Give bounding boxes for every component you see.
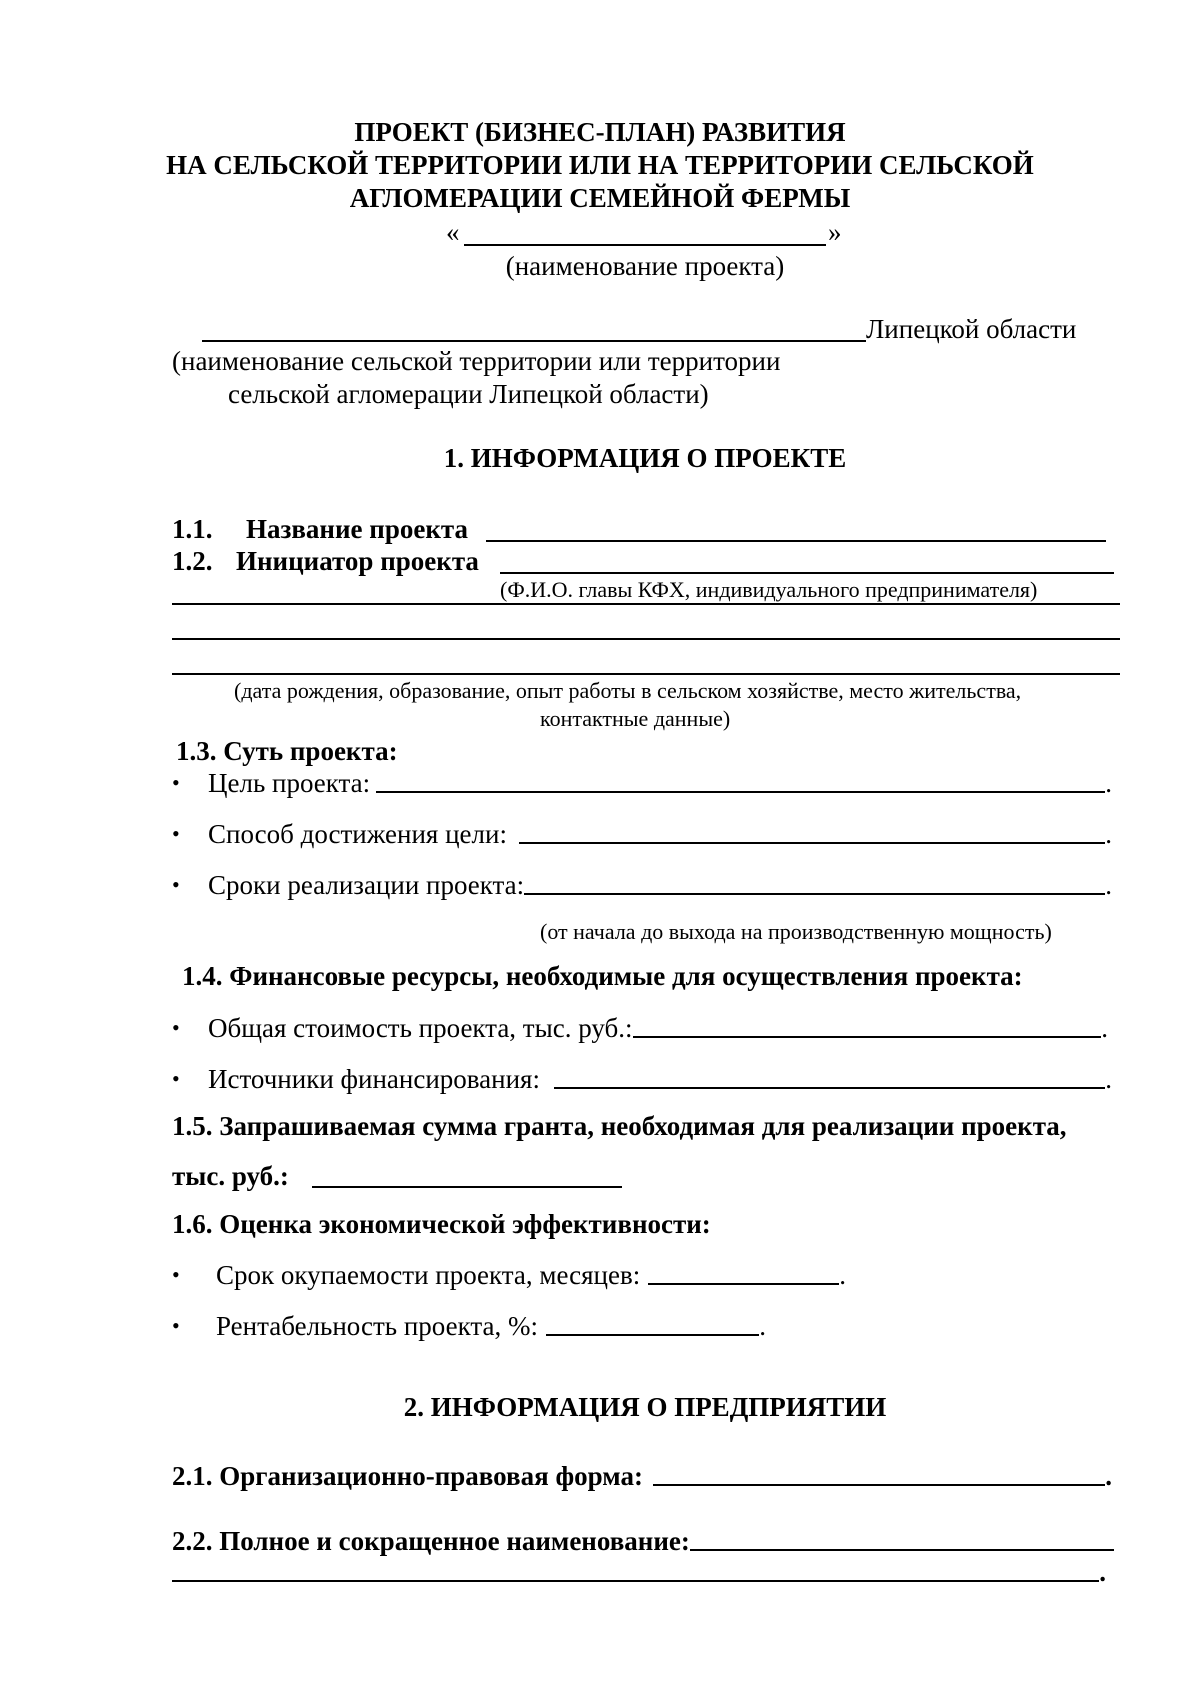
org-form-label: 2.1. Организационно-правовая форма: xyxy=(172,1461,643,1491)
territory-caption-line2: сельской агломерации Липецкой области) xyxy=(228,379,709,409)
item-1-5-heading-line2: тыс. руб.: xyxy=(172,1161,289,1191)
goal-row xyxy=(208,767,1112,799)
full-name-blank-2[interactable] xyxy=(172,1580,1099,1582)
quote-close: » xyxy=(828,217,842,247)
item-1-5-heading-line1: 1.5. Запрашиваемая сумма гранта, необходимая для реализации проекта, xyxy=(172,1111,1067,1141)
item-1-1-number: 1.1. xyxy=(172,514,213,544)
initiator-details-line-2[interactable] xyxy=(172,638,1120,640)
sources-label: Источники финансирования: xyxy=(208,1064,540,1094)
territory-blank[interactable] xyxy=(202,340,866,342)
initiator-caption: (Ф.И.О. главы КФХ, индивидуального предпринимателя) xyxy=(500,577,1038,602)
item-1-2-label: Инициатор проекта xyxy=(236,546,479,576)
terms-row xyxy=(208,869,1112,901)
method-blank[interactable] xyxy=(519,842,1105,844)
full-name-row-2 xyxy=(172,1556,1106,1588)
item-1-3-heading: 1.3. Суть проекта: xyxy=(176,736,398,766)
terms-label: Сроки реализации проекта: xyxy=(208,870,525,900)
details-caption-line1: (дата рождения, образование, опыт работы в сельском хозяйстве, место жительства, xyxy=(234,678,1022,703)
profitability-label: Рентабельность проекта, %: xyxy=(216,1311,538,1341)
method-label: Способ достижения цели: xyxy=(208,819,507,849)
total-cost-blank[interactable] xyxy=(633,1036,1102,1038)
bullet-icon: • xyxy=(172,821,180,846)
project-title-blank[interactable] xyxy=(486,540,1106,542)
quote-open: « xyxy=(446,217,460,247)
sources-row xyxy=(208,1063,1112,1095)
method-period: . xyxy=(1105,819,1112,849)
goal-label: Цель проекта: xyxy=(208,768,371,798)
item-1-2-number: 1.2. xyxy=(172,546,213,576)
payback-label: Срок окупаемости проекта, месяцев: xyxy=(216,1260,641,1290)
grant-sum-blank[interactable] xyxy=(312,1186,622,1188)
bullet-icon: • xyxy=(172,770,180,795)
total-cost-row xyxy=(208,1012,1108,1044)
payback-blank[interactable] xyxy=(648,1283,839,1285)
total-cost-label: Общая стоимость проекта, тыс. руб.: xyxy=(208,1013,633,1043)
item-1-6-heading: 1.6. Оценка экономической эффективности: xyxy=(172,1209,711,1239)
org-form-blank[interactable] xyxy=(653,1484,1105,1486)
item-1-4-heading: 1.4. Финансовые ресурсы, необходимые для осуществления проекта: xyxy=(182,961,1023,991)
project-name-caption: (наименование проекта) xyxy=(505,251,785,281)
payback-period: . xyxy=(839,1260,846,1290)
method-row xyxy=(208,818,1112,850)
document-title-line3: АГЛОМЕРАЦИИ СЕМЕЙНОЙ ФЕРМЫ xyxy=(349,183,851,213)
sources-period: . xyxy=(1105,1064,1112,1094)
territory-suffix: Липецкой области xyxy=(866,314,1077,344)
total-cost-period: . xyxy=(1101,1013,1108,1043)
initiator-blank[interactable] xyxy=(500,572,1114,574)
full-name-row xyxy=(172,1525,1114,1557)
document-title-line1: ПРОЕКТ (БИЗНЕС-ПЛАН) РАЗВИТИЯ xyxy=(354,117,846,147)
initiator-details-line-3[interactable] xyxy=(172,673,1120,675)
profitability-period: . xyxy=(759,1311,766,1341)
bullet-icon: • xyxy=(172,1262,180,1287)
territory-caption-line1: (наименование сельской территории или территории xyxy=(172,346,781,376)
details-caption-line2: контактные данные) xyxy=(540,706,731,731)
initiator-details-line-1[interactable] xyxy=(172,603,1120,605)
project-name-blank[interactable] xyxy=(464,244,826,246)
bullet-icon: • xyxy=(172,1066,180,1091)
document-title-line2: НА СЕЛЬСКОЙ ТЕРРИТОРИИ ИЛИ НА ТЕРРИТОРИИ СЕЛЬСКОЙ xyxy=(166,150,1034,180)
payback-row xyxy=(216,1259,846,1291)
org-form-period: . xyxy=(1105,1461,1112,1491)
profitability-blank[interactable] xyxy=(546,1334,759,1336)
item-1-1-label: Название проекта xyxy=(246,514,468,544)
bullet-icon: • xyxy=(172,872,180,897)
terms-blank[interactable] xyxy=(524,893,1105,895)
goal-blank[interactable] xyxy=(376,791,1105,793)
full-name-label: 2.2. Полное и сокращенное наименование: xyxy=(172,1526,690,1556)
full-name-blank[interactable] xyxy=(690,1549,1114,1551)
terms-period: . xyxy=(1105,870,1112,900)
goal-period: . xyxy=(1105,768,1112,798)
org-form-row xyxy=(172,1460,1112,1492)
profitability-row xyxy=(216,1310,766,1342)
bullet-icon: • xyxy=(172,1015,180,1040)
section1-heading: 1. ИНФОРМАЦИЯ О ПРОЕКТЕ xyxy=(443,443,847,473)
bullet-icon: • xyxy=(172,1313,180,1338)
section2-heading: 2. ИНФОРМАЦИЯ О ПРЕДПРИЯТИИ xyxy=(403,1392,887,1422)
full-name-period: . xyxy=(1099,1557,1106,1587)
terms-caption: (от начала до выхода на производственную мощность) xyxy=(540,919,1052,944)
sources-blank[interactable] xyxy=(554,1087,1105,1089)
